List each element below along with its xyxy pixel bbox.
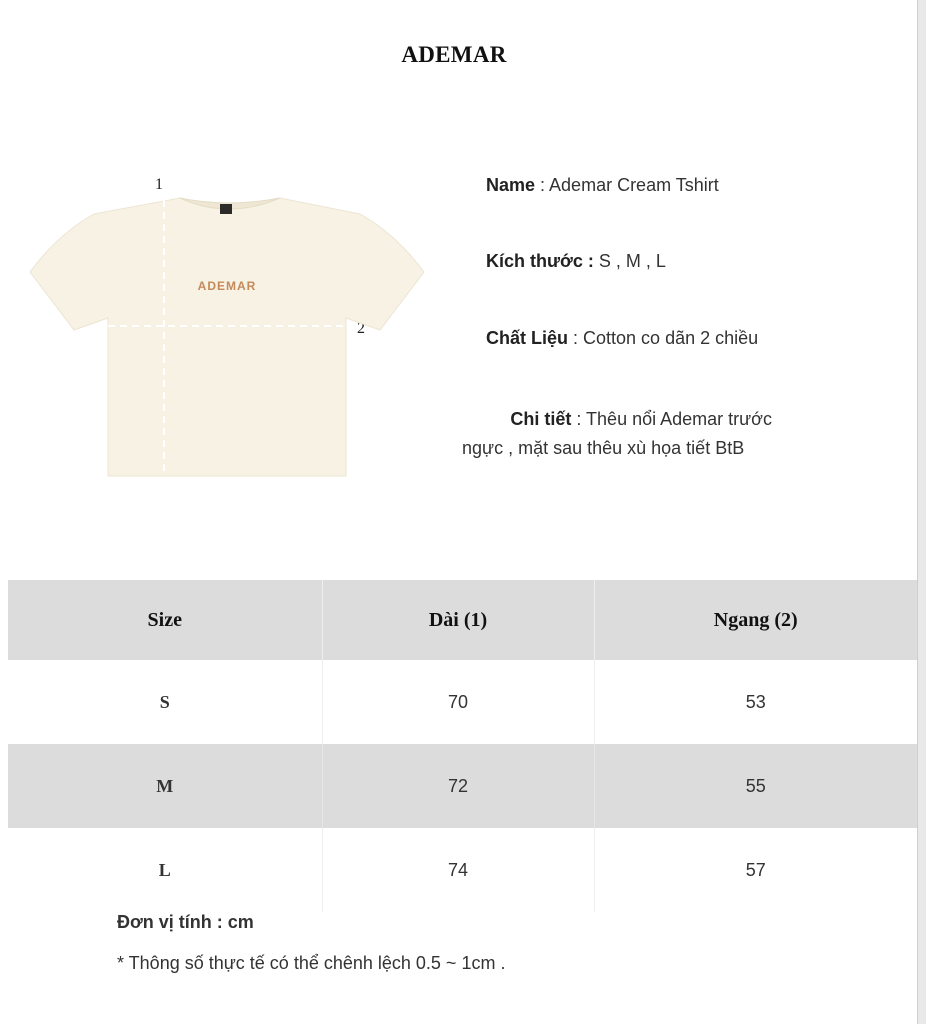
size-cell: M — [8, 744, 322, 828]
header-length: Dài (1) — [322, 580, 594, 660]
length-cell: 72 — [322, 744, 594, 828]
detail-row — [462, 405, 772, 463]
table-row — [8, 744, 917, 828]
size-row — [486, 247, 666, 276]
size-label: Kích thước : — [486, 251, 594, 271]
detail-value-line1: : Thêu nổi Ademar trước — [571, 409, 772, 429]
header-width: Ngang (2) — [594, 580, 917, 660]
tshirt-image — [28, 190, 428, 480]
brand-title: ADEMAR — [401, 42, 507, 67]
chest-logo-text: ADEMAR — [197, 279, 257, 293]
width-cell: 57 — [594, 828, 917, 912]
material-label: Chất Liệu — [486, 328, 569, 348]
size-table-header — [8, 580, 917, 660]
length-marker-label: 1 — [155, 176, 163, 193]
tshirt-illustration — [28, 190, 428, 480]
neck-label — [220, 204, 232, 214]
detail-value-line2: ngực , mặt sau thêu xù họa tiết BtB — [462, 438, 745, 458]
tolerance-note: * Thông số thực tế có thể chênh lệch 0.5 ~ 1cm . — [117, 953, 506, 973]
material-row — [486, 324, 758, 353]
width-cell: 53 — [594, 660, 917, 744]
header-size: Size — [8, 580, 322, 660]
size-table — [8, 580, 917, 912]
length-cell: 74 — [322, 828, 594, 912]
name-row — [486, 171, 719, 200]
tshirt-shape — [30, 198, 424, 476]
name-label: Name — [486, 175, 536, 195]
width-marker-label: 2 — [357, 320, 365, 337]
table-row — [8, 660, 917, 744]
size-value: S , M , L — [593, 251, 666, 271]
detail-label: Chi tiết — [510, 409, 572, 429]
name-value: : Ademar Cream Tshirt — [535, 175, 719, 195]
table-row — [8, 828, 917, 912]
width-cell: 55 — [594, 744, 917, 828]
size-cell: L — [158, 859, 171, 880]
length-cell: 70 — [322, 660, 594, 744]
unit-text: Đơn vị tính : cm — [117, 912, 254, 932]
size-cell: S — [159, 691, 170, 712]
material-value: : Cotton co dãn 2 chiều — [568, 328, 759, 348]
